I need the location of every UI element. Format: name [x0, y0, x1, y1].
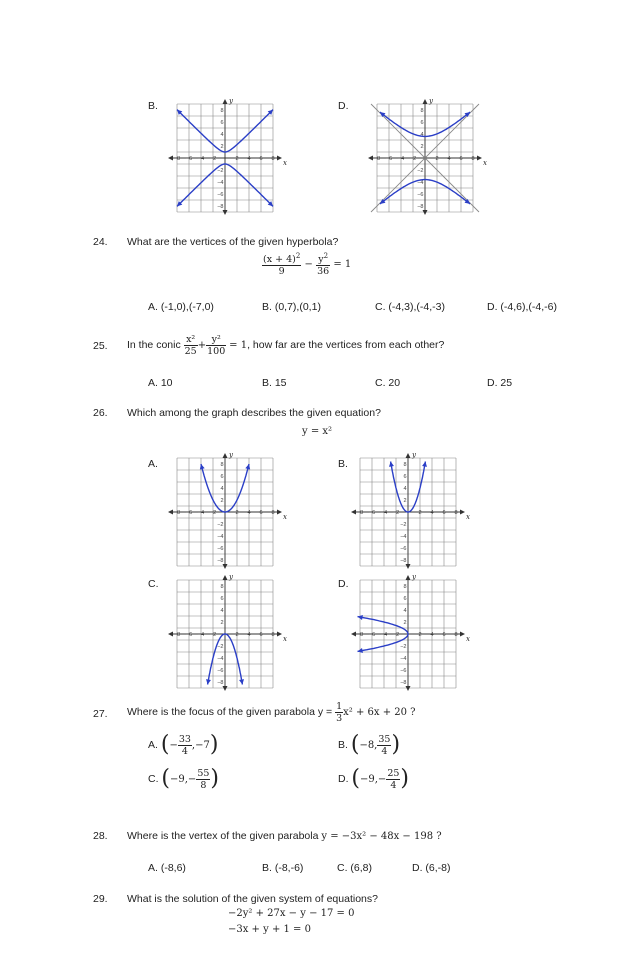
y-tick-label: −2 [400, 522, 407, 528]
q24-eq-den2: 36 [317, 266, 330, 278]
x-axis-label: x [283, 513, 287, 521]
x-tick-label: −6 [368, 632, 376, 638]
x-axis-arrow [277, 510, 282, 515]
y-tick-label: −6 [217, 546, 224, 552]
x-tick-label: 8 [271, 156, 275, 162]
q27-option-d-num: 25 [387, 767, 400, 779]
x-tick-label: −6 [185, 632, 193, 638]
q27-option-a: A. (− $\frac{33}{4}$ ,−7) [148, 732, 219, 758]
x-tick-label: −2 [209, 510, 217, 516]
x-axis-arrow [477, 156, 482, 161]
y-tick-label: −2 [217, 522, 224, 528]
y-tick-label: 6 [220, 596, 224, 602]
x-tick-label: −8 [373, 156, 381, 162]
q27-option-d: D. (−9,− $\frac{25}{4}$ ) [338, 766, 410, 792]
y-axis-label: y [229, 451, 233, 459]
q25-prefix: In the conic [127, 339, 181, 351]
x-tick-label: 4 [247, 510, 251, 516]
x-tick-label: −4 [197, 156, 205, 162]
q24-eq-num1: (x + 4) [263, 254, 296, 266]
y-tick-label: −8 [217, 204, 224, 210]
y-axis-label: y [429, 97, 433, 105]
y-tick-label: 8 [420, 108, 424, 114]
x-tick-label: 6 [259, 156, 263, 162]
x-tick-label: 8 [454, 632, 458, 638]
parabola-curve-arrow [422, 462, 427, 467]
x-tick-label: 8 [471, 156, 475, 162]
y-tick-label: −6 [217, 192, 224, 198]
x-tick-label: 8 [454, 510, 458, 516]
y-tick-label: 2 [220, 498, 224, 504]
y-tick-label: 8 [403, 584, 407, 590]
q27-option-c-num: 55 [197, 767, 210, 779]
q27-option-b-first: −8, [359, 740, 378, 751]
q28-equation: y = −3x² − 48x − 198 ? [321, 831, 442, 842]
y-axis-arrow [423, 210, 428, 215]
y-tick-label: −4 [417, 180, 424, 186]
q25-num1: x² [184, 334, 198, 346]
x-tick-label: −2 [409, 156, 417, 162]
q27-option-a-rest: ,−7 [191, 740, 210, 751]
y-axis-arrow [223, 99, 228, 104]
y-tick-label: −4 [217, 180, 224, 186]
y-tick-label: −4 [400, 534, 407, 540]
q24-number: 24. [93, 236, 108, 248]
x-axis-arrow [277, 156, 282, 161]
x-tick-label: 2 [235, 632, 239, 638]
q25-den2: 100 [207, 345, 226, 357]
x-axis-arrow [368, 156, 373, 161]
q26-question: Which among the graph describes the given equation? [127, 407, 381, 419]
x-tick-label: −8 [356, 632, 364, 638]
q27-suffix: x² + 6x + 20 ? [343, 707, 416, 718]
x-axis-arrow [351, 632, 356, 637]
x-axis-arrow [168, 156, 173, 161]
q23-option-b-label: B. [148, 100, 158, 112]
q25-option-a: A. 10 [148, 377, 173, 389]
x-axis-arrow [168, 632, 173, 637]
q27-frac-den: 3 [336, 712, 343, 724]
y-tick-label: 8 [220, 584, 224, 590]
y-tick-label: 8 [220, 462, 224, 468]
x-tick-label: −6 [185, 156, 193, 162]
q28-option-b: B. (-8,-6) [262, 862, 304, 874]
q24-option-b: B. (0,7),(0,1) [262, 301, 321, 313]
q26-graph-b [350, 450, 475, 570]
y-tick-label: 6 [220, 474, 224, 480]
q29-question: What is the solution of the given system of equations? [127, 893, 378, 905]
q25-option-b: B. 15 [262, 377, 287, 389]
x-tick-label: −6 [368, 510, 376, 516]
x-axis-label: x [283, 159, 287, 167]
y-tick-label: −4 [400, 656, 407, 662]
x-tick-label: 6 [442, 510, 446, 516]
y-axis-label: y [229, 97, 233, 105]
y-tick-label: 6 [420, 120, 424, 126]
q26-equation: y = x² [302, 426, 333, 437]
q28-option-d: D. (6,-8) [412, 862, 451, 874]
y-tick-label: −8 [400, 680, 407, 686]
q25-suffix: , how far are the vertices from each other? [247, 339, 445, 351]
q23-graph-d [365, 96, 485, 214]
q27-option-b-label: B. [338, 739, 348, 751]
x-tick-label: −2 [392, 632, 400, 638]
y-tick-label: 8 [403, 462, 407, 468]
x-axis-arrow [460, 632, 465, 637]
q27-option-a-sign: − [169, 740, 178, 751]
q28-option-c: C. (6,8) [337, 862, 373, 874]
parabola-curve-arrow [206, 679, 211, 684]
y-tick-label: 2 [403, 498, 407, 504]
q24-eq-num2-exp: 2 [323, 252, 329, 260]
y-tick-label: −8 [217, 558, 224, 564]
y-tick-label: 6 [220, 120, 224, 126]
y-tick-label: −8 [400, 558, 407, 564]
x-axis-arrow [460, 510, 465, 515]
x-tick-label: −4 [380, 510, 388, 516]
q27-option-b-num: 35 [378, 733, 391, 745]
q24-question: What are the vertices of the given hyperbola? [127, 236, 339, 248]
y-tick-label: 2 [220, 144, 224, 150]
q26-option-d-label: D. [338, 578, 349, 590]
y-tick-label: 2 [220, 620, 224, 626]
y-tick-label: −2 [400, 644, 407, 650]
y-tick-label: −6 [217, 668, 224, 674]
x-axis-arrow [277, 632, 282, 637]
q27-option-d-label: D. [338, 773, 349, 785]
y-tick-label: −2 [217, 168, 224, 174]
parabola-curve-arrow [239, 679, 244, 684]
y-tick-label: −4 [217, 534, 224, 540]
y-tick-label: 4 [220, 608, 224, 614]
y-tick-label: 4 [403, 486, 407, 492]
y-tick-label: 6 [403, 474, 407, 480]
q28-question-text: Where is the vertex of the given parabola [127, 830, 319, 842]
x-tick-label: 8 [271, 510, 275, 516]
q26-option-a-label: A. [148, 458, 158, 470]
q26-graph-d [350, 572, 475, 692]
y-axis-label: y [412, 451, 416, 459]
y-axis-arrow [423, 99, 428, 104]
q25-number: 25. [93, 340, 108, 352]
q27-option-b: B. (−8, $\frac{35}{4}$ ) [338, 732, 401, 758]
y-tick-label: −2 [417, 168, 424, 174]
x-tick-label: −4 [380, 632, 388, 638]
q25-rhs: = 1 [229, 340, 248, 351]
q27-frac-num: 1 [336, 700, 343, 712]
y-axis-arrow [223, 564, 228, 569]
x-tick-label: 2 [418, 632, 422, 638]
q27-option-c-den: 8 [200, 779, 207, 791]
x-tick-label: 4 [447, 156, 451, 162]
parabola-curve-arrow [389, 462, 394, 467]
x-tick-label: 4 [247, 156, 251, 162]
x-axis-label: x [466, 513, 470, 521]
x-tick-label: −8 [173, 632, 181, 638]
y-tick-label: −8 [217, 680, 224, 686]
y-tick-label: 2 [403, 620, 407, 626]
x-tick-label: 2 [235, 510, 239, 516]
q27-option-a-label: A. [148, 739, 158, 751]
q25-option-c: C. 20 [375, 377, 401, 389]
q29-equation-1: −2y² + 27x − y − 17 = 0 [228, 908, 355, 919]
x-tick-label: −8 [173, 156, 181, 162]
x-tick-label: 4 [247, 632, 251, 638]
x-axis-label: x [483, 159, 487, 167]
x-axis-label: x [283, 635, 287, 643]
q26-option-c-label: C. [148, 578, 159, 590]
y-axis-arrow [406, 686, 411, 691]
y-axis-arrow [406, 564, 411, 569]
y-tick-label: 4 [420, 132, 424, 138]
q24-option-a: A. (-1,0),(-7,0) [148, 301, 214, 313]
q28-question [127, 830, 442, 842]
x-tick-label: −2 [209, 156, 217, 162]
q27-number: 27. [93, 708, 108, 720]
y-tick-label: 4 [220, 132, 224, 138]
q23-option-d-label: D. [338, 100, 349, 112]
y-tick-label: 2 [420, 144, 424, 150]
q27-option-d-first: −9,− [360, 774, 387, 785]
q25-den1: 25 [184, 345, 197, 357]
q27-option-d-den: 4 [390, 779, 397, 791]
q24-eq-den1: 9 [278, 266, 285, 278]
x-tick-label: 2 [418, 510, 422, 516]
q24-eq-minus: − [304, 259, 313, 271]
x-tick-label: 2 [435, 156, 439, 162]
q24-equation [262, 252, 351, 277]
q27-option-c: C. (−9,− $\frac{55}{8}$ ) [148, 766, 220, 792]
q29-number: 29. [93, 893, 108, 905]
q26-number: 26. [93, 407, 108, 419]
x-tick-label: 4 [430, 632, 434, 638]
q24-option-c: C. (-4,3),(-4,-3) [375, 301, 446, 313]
q29-equation-2: −3x + y + 1 = 0 [228, 924, 311, 935]
y-tick-label: 8 [220, 108, 224, 114]
q28-number: 28. [93, 830, 108, 842]
x-tick-label: −8 [173, 510, 181, 516]
q23-graph-b [165, 96, 285, 214]
q27-option-b-den: 4 [381, 745, 388, 757]
q26-graph-c [160, 572, 285, 692]
y-axis-arrow [223, 686, 228, 691]
q24-eq-num1-exp: 2 [295, 252, 301, 260]
y-axis-arrow [406, 575, 411, 580]
x-axis-arrow [351, 510, 356, 515]
x-tick-label: −2 [209, 632, 217, 638]
y-tick-label: −6 [417, 192, 424, 198]
y-tick-label: 6 [403, 596, 407, 602]
q27-prefix: Where is the focus of the given parabola y = [127, 706, 336, 718]
x-tick-label: 4 [430, 510, 434, 516]
y-tick-label: −6 [400, 546, 407, 552]
q24-eq-num2: y [318, 254, 324, 266]
x-tick-label: −6 [185, 510, 193, 516]
q27-option-a-num: 33 [178, 733, 191, 745]
x-tick-label: 6 [459, 156, 463, 162]
y-tick-label: −8 [417, 204, 424, 210]
y-tick-label: −2 [217, 644, 224, 650]
y-tick-label: −6 [400, 668, 407, 674]
x-tick-label: −4 [197, 510, 205, 516]
q26-graph-a [165, 450, 285, 570]
q28-option-a: A. (-8,6) [148, 862, 186, 874]
q25-plus: + [197, 340, 207, 351]
x-tick-label: 6 [259, 632, 263, 638]
x-tick-label: −8 [356, 510, 364, 516]
q25-option-d: D. 25 [487, 377, 513, 389]
x-tick-label: −4 [397, 156, 405, 162]
y-axis-arrow [406, 453, 411, 458]
x-tick-label: 2 [235, 156, 239, 162]
x-tick-label: −2 [392, 510, 400, 516]
x-tick-label: −6 [385, 156, 393, 162]
q27-option-a-den: 4 [181, 745, 188, 757]
y-axis-arrow [223, 575, 228, 580]
y-axis-label: y [412, 573, 416, 581]
x-tick-label: 8 [271, 632, 275, 638]
q25-num2: y² [206, 334, 226, 346]
y-axis-label: y [229, 573, 233, 581]
x-axis-label: x [466, 635, 470, 643]
x-tick-label: 6 [259, 510, 263, 516]
y-tick-label: −4 [217, 656, 224, 662]
q24-eq-rhs: = 1 [333, 259, 352, 271]
x-axis-arrow [168, 510, 173, 515]
x-tick-label: 6 [442, 632, 446, 638]
y-tick-label: 4 [403, 608, 407, 614]
y-tick-label: 4 [220, 486, 224, 492]
y-axis-arrow [223, 453, 228, 458]
q26-option-b-label: B. [338, 458, 348, 470]
y-axis-arrow [223, 210, 228, 215]
q27-option-c-first: −9,− [170, 774, 197, 785]
x-tick-label: −4 [197, 632, 205, 638]
q24-option-d: D. (-4,6),(-4,-6) [487, 301, 558, 313]
q27-question [127, 698, 416, 726]
q27-option-c-label: C. [148, 773, 159, 785]
q25-question [127, 332, 444, 358]
